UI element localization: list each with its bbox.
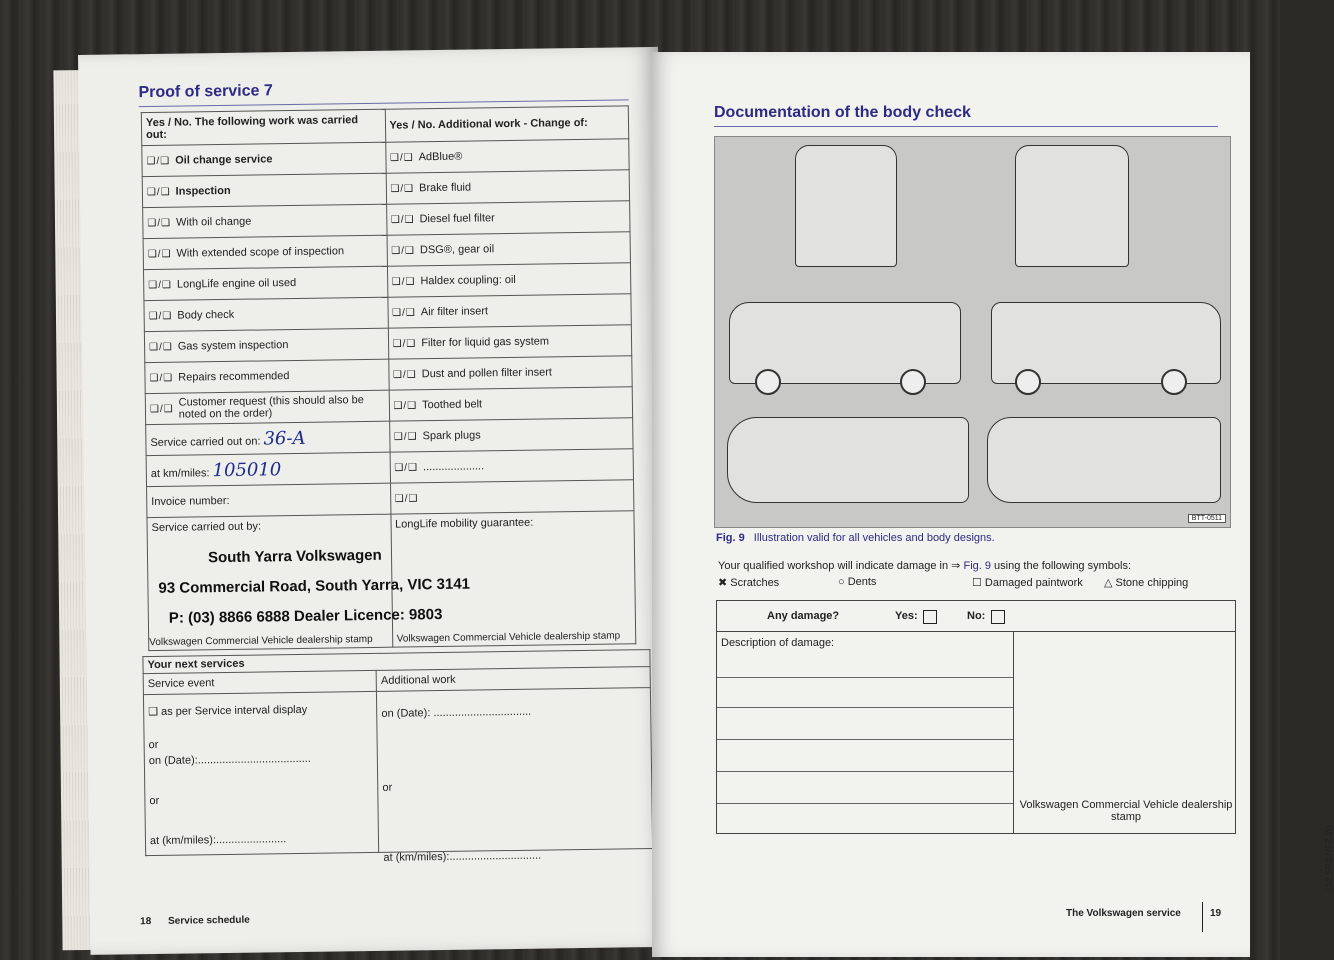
wheel-icon <box>755 369 781 395</box>
left-page <box>78 47 671 955</box>
extra-row-diesel-filter: ❑/❑ Diesel fuel filter <box>386 201 630 235</box>
extra-row-toothed-belt: ❑/❑ Toothed belt <box>389 387 633 421</box>
work-row-longlife-oil: ❑/❑ LongLife engine oil used <box>144 266 388 300</box>
description-line <box>717 771 1013 772</box>
work-row-customer-request: ❑/❑Customer request (this should also be noted on the order) <box>145 390 389 424</box>
extra-row-brake-fluid: ❑/❑ Brake fluid <box>386 170 630 204</box>
description-line <box>717 739 1013 740</box>
stamp-line-phone: P: (03) 8866 6888 Dealer Licence: 9803 <box>168 605 443 627</box>
wheel-icon <box>900 369 926 395</box>
page-title: Proof of service 7 <box>138 82 273 102</box>
work-row-oil-change: ❑/❑ Oil change service <box>142 142 386 176</box>
wheel-icon <box>1015 369 1041 395</box>
handwritten-date: 36-A <box>263 427 306 449</box>
invoice-cell: Invoice number: <box>147 483 391 517</box>
yes-label: Yes: <box>895 610 918 622</box>
next-services-header: Your next services <box>143 650 650 674</box>
stamp-line-address: 93 Commercial Road, South Yarra, VIC 3141 <box>158 575 471 597</box>
damage-table <box>716 600 1236 834</box>
extra-row-gas-filter: ❑/❑ Filter for liquid gas system <box>388 325 632 359</box>
additional-work-header: Additional work <box>376 667 650 692</box>
extra-row-haldex: ❑/❑ Haldex coupling: oil <box>387 263 631 297</box>
work-row-inspection: ❑/❑ Inspection <box>142 173 386 207</box>
proof-of-service-table <box>141 105 636 651</box>
work-row-body-check: ❑/❑ Body check <box>144 297 388 331</box>
van-top-view <box>727 417 969 503</box>
title-rule-right <box>714 126 1218 127</box>
symbol-scratches: ✖ Scratches <box>718 577 780 589</box>
damage-divider <box>1013 631 1014 833</box>
work-row-with-oil-change: ❑/❑ With oil change <box>143 204 387 238</box>
dealer-stamp-caption: Volkswagen Commercial Vehicle dealership stamp <box>1019 799 1233 823</box>
extra-row-air-filter: ❑/❑ Air filter insert <box>387 294 631 328</box>
figure-code: BTT-0511 <box>1188 514 1226 523</box>
symbol-dents: ○ Dents <box>838 576 877 588</box>
instructions-text: Your qualified workshop will indicate damage in ⇒ Fig. 9 using the following symbols: <box>718 560 1132 572</box>
handwritten-km: 105010 <box>212 458 282 481</box>
description-line <box>717 707 1013 708</box>
footer-divider <box>1202 902 1203 932</box>
yes-checkbox[interactable] <box>923 610 937 624</box>
symbol-damaged-paintwork: ☐ Damaged paintwork <box>972 577 1083 589</box>
any-damage-label: Any damage? <box>767 610 840 622</box>
no-label: No: <box>967 610 986 622</box>
work-row-repairs: ❑/❑ Repairs recommended <box>145 359 389 393</box>
right-page <box>652 52 1334 957</box>
extra-row-dsg-oil: ❑/❑ DSG®, gear oil <box>387 232 631 266</box>
service-by-cell: Service carried out by: South Yarra Volkswagen 93 Commercial Road, South Yarra, VIC 3141 P: (03) 8866 6888 Dealer Licence: 9803 Volkswagen Commercial Vehicle dealership stamp <box>147 514 392 650</box>
van-underbody-view <box>987 417 1221 503</box>
symbol-stone-chipping: △ Stone chipping <box>1104 577 1189 589</box>
description-line <box>717 677 1013 678</box>
additional-work-cell: on (Date): ................................ or at (km/miles):.............................. <box>377 688 653 853</box>
no-checkbox[interactable] <box>991 610 1005 624</box>
stamp-line-name: South Yarra Volkswagen <box>207 546 382 567</box>
van-front-view <box>1015 145 1129 267</box>
extra-row-blank-2: ❑/❑ <box>390 480 634 514</box>
work-row-gas-inspection: ❑/❑ Gas system inspection <box>144 328 388 362</box>
dealer-stamp-caption-left: Volkswagen Commercial Vehicle dealership stamp <box>149 633 373 649</box>
damage-header-row <box>717 601 1235 632</box>
work-row-extended-scope: ❑/❑ With extended scope of inspection <box>143 235 387 269</box>
extra-row-adblue: ❑/❑ AdBlue® <box>385 139 629 173</box>
section-name-right: The Volkswagen service <box>1066 908 1181 919</box>
vehicle-diagram <box>714 136 1231 528</box>
van-rear-view <box>795 145 897 267</box>
longlife-cell: LongLife mobility guarantee: Volkswagen Commercial Vehicle dealership stamp <box>390 511 635 647</box>
extra-row-blank-1: ❑/❑ .................... <box>390 449 634 483</box>
left-column-header: Yes / No. The following work was carried out: <box>141 109 385 145</box>
right-column-header: Yes / No. Additional work - Change of: <box>385 106 629 142</box>
wheel-icon <box>1161 369 1187 395</box>
description-label: Description of damage: <box>721 637 835 649</box>
page-title-right: Documentation of the body check <box>714 104 971 121</box>
description-line <box>717 803 1013 804</box>
service-event-header: Service event <box>143 670 376 694</box>
service-date-cell: Service carried out on: 36-A <box>146 421 390 455</box>
document-code: 152.5R3.NFZ.20 <box>1324 825 1334 892</box>
page-number-right: 19 <box>1210 908 1222 919</box>
section-name-left: Service schedule <box>168 914 250 927</box>
dealer-stamp-caption-right: Volkswagen Commercial Vehicle dealership stamp <box>396 630 621 645</box>
extra-row-pollen-filter: ❑/❑ Dust and pollen filter insert <box>388 356 632 390</box>
figure-caption: Fig. 9 Illustration valid for all vehicles and body designs. <box>716 532 995 544</box>
next-services-table <box>142 649 653 864</box>
km-cell: at km/miles: 105010 <box>146 452 390 486</box>
page-number-left: 18 <box>140 916 152 928</box>
extra-row-spark-plugs: ❑/❑ Spark plugs <box>389 418 633 452</box>
service-event-cell: ❑ as per Service interval display or on (Date):..................................... or at (km/miles):....................... <box>143 691 378 855</box>
